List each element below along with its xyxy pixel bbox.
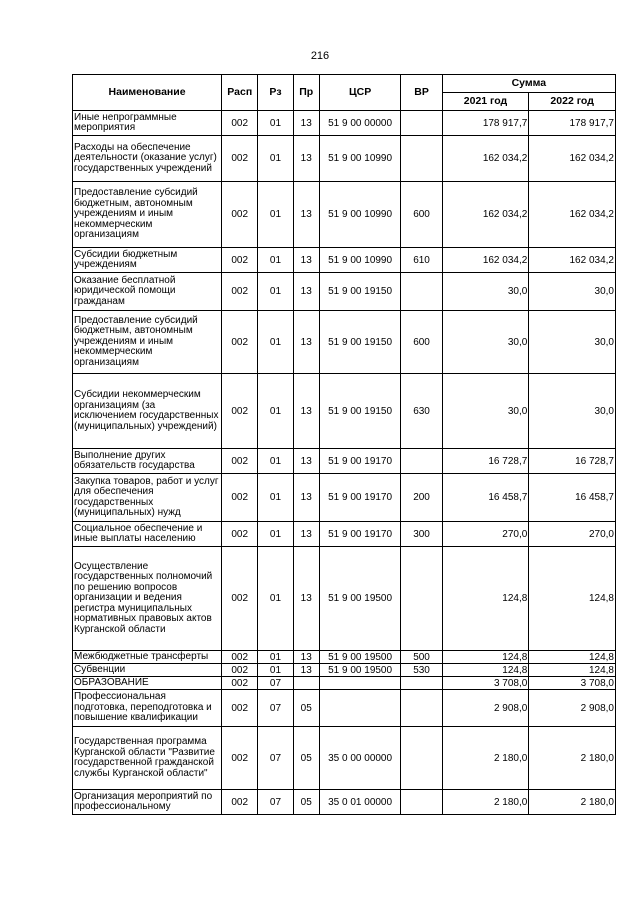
row-rz: 07 xyxy=(258,677,293,690)
table-row xyxy=(73,311,616,374)
row-rz: 01 xyxy=(258,182,293,248)
header-name: Наименование xyxy=(73,75,222,111)
table-row xyxy=(73,522,616,547)
row-vr xyxy=(401,273,442,311)
row-sum-2021: 16 728,7 xyxy=(442,449,529,474)
row-pr: 13 xyxy=(293,547,319,651)
table-row xyxy=(73,677,616,690)
header-rasp: Расп xyxy=(222,75,258,111)
table-row xyxy=(73,547,616,651)
row-csr: 51 9 00 10990 xyxy=(319,248,401,273)
row-csr: 51 9 00 10990 xyxy=(319,182,401,248)
row-rz: 07 xyxy=(258,790,293,815)
row-sum-2022: 2 180,0 xyxy=(529,790,616,815)
row-rz: 01 xyxy=(258,474,293,522)
row-name: Социальное обеспечение и иные выплаты населению xyxy=(73,522,222,547)
table-body xyxy=(73,111,616,815)
row-csr: 51 9 00 19500 xyxy=(319,664,401,677)
row-name: Предоставление субсидий бюджетным, автономным учреждениям и иным некоммерческим организациям xyxy=(73,182,222,248)
row-pr: 13 xyxy=(293,311,319,374)
row-sum-2021: 124,8 xyxy=(442,651,529,664)
header-year-2021: 2021 год xyxy=(442,93,529,111)
row-vr xyxy=(401,690,442,727)
row-sum-2022: 30,0 xyxy=(529,273,616,311)
row-pr: 05 xyxy=(293,690,319,727)
row-name: Иные непрограммные мероприятия xyxy=(73,111,222,136)
row-rz: 01 xyxy=(258,136,293,182)
row-rz: 01 xyxy=(258,273,293,311)
header-csr: ЦСР xyxy=(319,75,401,111)
row-name: Профессиональная подготовка, переподготовка и повышение квалификации xyxy=(73,690,222,727)
row-vr: 630 xyxy=(401,374,442,449)
row-csr: 51 9 00 19170 xyxy=(319,522,401,547)
table-row xyxy=(73,449,616,474)
row-pr: 05 xyxy=(293,790,319,815)
row-vr: 530 xyxy=(401,664,442,677)
row-csr: 35 0 01 00000 xyxy=(319,790,401,815)
row-rz: 07 xyxy=(258,690,293,727)
row-pr: 13 xyxy=(293,651,319,664)
row-rasp: 002 xyxy=(222,248,258,273)
row-csr: 51 9 00 19150 xyxy=(319,374,401,449)
row-rasp: 002 xyxy=(222,273,258,311)
row-rasp: 002 xyxy=(222,522,258,547)
row-vr xyxy=(401,111,442,136)
row-rasp: 002 xyxy=(222,111,258,136)
budget-table xyxy=(72,74,616,815)
table-row xyxy=(73,690,616,727)
row-pr: 13 xyxy=(293,664,319,677)
row-sum-2022: 124,8 xyxy=(529,664,616,677)
row-pr: 13 xyxy=(293,182,319,248)
row-csr xyxy=(319,690,401,727)
page-number: 216 xyxy=(310,50,330,62)
row-csr: 51 9 00 19500 xyxy=(319,651,401,664)
row-csr: 51 9 00 19150 xyxy=(319,311,401,374)
row-sum-2022: 162 034,2 xyxy=(529,182,616,248)
row-rz: 01 xyxy=(258,664,293,677)
row-rasp: 002 xyxy=(222,311,258,374)
row-sum-2021: 3 708,0 xyxy=(442,677,529,690)
row-sum-2022: 3 708,0 xyxy=(529,677,616,690)
row-sum-2022: 30,0 xyxy=(529,374,616,449)
row-vr xyxy=(401,136,442,182)
header-sum: Сумма xyxy=(442,75,615,93)
row-rasp: 002 xyxy=(222,136,258,182)
row-rz: 07 xyxy=(258,727,293,790)
row-vr xyxy=(401,727,442,790)
row-name: Выполнение других обязательств государства xyxy=(73,449,222,474)
row-rasp: 002 xyxy=(222,677,258,690)
row-rz: 01 xyxy=(258,547,293,651)
row-name: Субсидии некоммерческим организациям (за исключением государственных (муниципальных) учреждений) xyxy=(73,374,222,449)
row-rasp: 002 xyxy=(222,690,258,727)
header-row xyxy=(73,75,616,93)
row-sum-2021: 162 034,2 xyxy=(442,182,529,248)
row-name: Предоставление субсидий бюджетным, автономным учреждениям и иным некоммерческим организациям xyxy=(73,311,222,374)
row-pr: 13 xyxy=(293,474,319,522)
row-name: Оказание бесплатной юридической помощи гражданам xyxy=(73,273,222,311)
table-row xyxy=(73,273,616,311)
row-rasp: 002 xyxy=(222,664,258,677)
row-rz: 01 xyxy=(258,374,293,449)
row-rasp: 002 xyxy=(222,651,258,664)
row-rz: 01 xyxy=(258,311,293,374)
row-vr xyxy=(401,790,442,815)
header-pr: Пр xyxy=(293,75,319,111)
row-pr: 13 xyxy=(293,449,319,474)
row-rasp: 002 xyxy=(222,727,258,790)
row-csr: 51 9 00 19170 xyxy=(319,474,401,522)
row-sum-2021: 2 908,0 xyxy=(442,690,529,727)
row-name: Субсидии бюджетным учреждениям xyxy=(73,248,222,273)
row-vr: 600 xyxy=(401,311,442,374)
row-rasp: 002 xyxy=(222,374,258,449)
row-rz: 01 xyxy=(258,522,293,547)
table-row xyxy=(73,727,616,790)
row-rz: 01 xyxy=(258,111,293,136)
row-sum-2022: 2 908,0 xyxy=(529,690,616,727)
row-name: Межбюджетные трансферты xyxy=(73,651,222,664)
table-row xyxy=(73,664,616,677)
table-row xyxy=(73,111,616,136)
row-sum-2021: 162 034,2 xyxy=(442,136,529,182)
row-vr xyxy=(401,677,442,690)
row-sum-2021: 30,0 xyxy=(442,374,529,449)
row-vr xyxy=(401,449,442,474)
row-sum-2021: 30,0 xyxy=(442,311,529,374)
row-vr: 600 xyxy=(401,182,442,248)
row-vr: 500 xyxy=(401,651,442,664)
row-rz: 01 xyxy=(258,248,293,273)
row-sum-2022: 2 180,0 xyxy=(529,727,616,790)
row-csr: 51 9 00 19500 xyxy=(319,547,401,651)
row-csr: 51 9 00 19150 xyxy=(319,273,401,311)
table-row xyxy=(73,136,616,182)
row-sum-2022: 124,8 xyxy=(529,547,616,651)
row-sum-2021: 30,0 xyxy=(442,273,529,311)
row-name: Государственная программа Курганской области "Развитие государственной гражданской службы Курганской области" xyxy=(73,727,222,790)
row-pr xyxy=(293,677,319,690)
row-name: ОБРАЗОВАНИЕ xyxy=(73,677,222,690)
row-csr: 51 9 00 10990 xyxy=(319,136,401,182)
row-sum-2022: 124,8 xyxy=(529,651,616,664)
row-name: Закупка товаров, работ и услуг для обеспечения государственных (муниципальных) нужд xyxy=(73,474,222,522)
row-rasp: 002 xyxy=(222,449,258,474)
row-sum-2022: 162 034,2 xyxy=(529,136,616,182)
table-row xyxy=(73,790,616,815)
row-sum-2022: 270,0 xyxy=(529,522,616,547)
row-pr: 13 xyxy=(293,111,319,136)
row-csr: 51 9 00 00000 xyxy=(319,111,401,136)
row-pr: 13 xyxy=(293,374,319,449)
row-sum-2021: 2 180,0 xyxy=(442,727,529,790)
header-year-2022: 2022 год xyxy=(529,93,616,111)
row-sum-2022: 16 458,7 xyxy=(529,474,616,522)
row-name: Организация мероприятий по профессиональному xyxy=(73,790,222,815)
row-vr: 610 xyxy=(401,248,442,273)
row-vr: 300 xyxy=(401,522,442,547)
row-pr: 13 xyxy=(293,248,319,273)
row-rasp: 002 xyxy=(222,790,258,815)
table-row xyxy=(73,182,616,248)
table-row xyxy=(73,248,616,273)
row-rasp: 002 xyxy=(222,547,258,651)
table-row xyxy=(73,374,616,449)
row-csr: 35 0 00 00000 xyxy=(319,727,401,790)
row-rasp: 002 xyxy=(222,474,258,522)
header-vr: ВР xyxy=(401,75,442,111)
row-csr xyxy=(319,677,401,690)
row-rasp: 002 xyxy=(222,182,258,248)
row-pr: 13 xyxy=(293,136,319,182)
row-vr: 200 xyxy=(401,474,442,522)
row-pr: 13 xyxy=(293,522,319,547)
row-name: Осуществление государственных полномочий по решению вопросов организации и ведения регистра муниципальных нормативных правовых актов Курганской области xyxy=(73,547,222,651)
row-sum-2022: 16 728,7 xyxy=(529,449,616,474)
row-csr: 51 9 00 19170 xyxy=(319,449,401,474)
table-row xyxy=(73,474,616,522)
row-sum-2021: 162 034,2 xyxy=(442,248,529,273)
row-sum-2022: 162 034,2 xyxy=(529,248,616,273)
row-vr xyxy=(401,547,442,651)
row-pr: 05 xyxy=(293,727,319,790)
row-sum-2021: 16 458,7 xyxy=(442,474,529,522)
row-sum-2021: 270,0 xyxy=(442,522,529,547)
row-name: Расходы на обеспечение деятельности (оказание услуг) государственных учреждений xyxy=(73,136,222,182)
header-rz: Рз xyxy=(258,75,293,111)
row-sum-2021: 2 180,0 xyxy=(442,790,529,815)
row-sum-2022: 178 917,7 xyxy=(529,111,616,136)
row-rz: 01 xyxy=(258,651,293,664)
row-rz: 01 xyxy=(258,449,293,474)
row-sum-2021: 178 917,7 xyxy=(442,111,529,136)
row-sum-2021: 124,8 xyxy=(442,547,529,651)
row-sum-2021: 124,8 xyxy=(442,664,529,677)
table-row xyxy=(73,651,616,664)
row-name: Субвенции xyxy=(73,664,222,677)
row-sum-2022: 30,0 xyxy=(529,311,616,374)
row-pr: 13 xyxy=(293,273,319,311)
